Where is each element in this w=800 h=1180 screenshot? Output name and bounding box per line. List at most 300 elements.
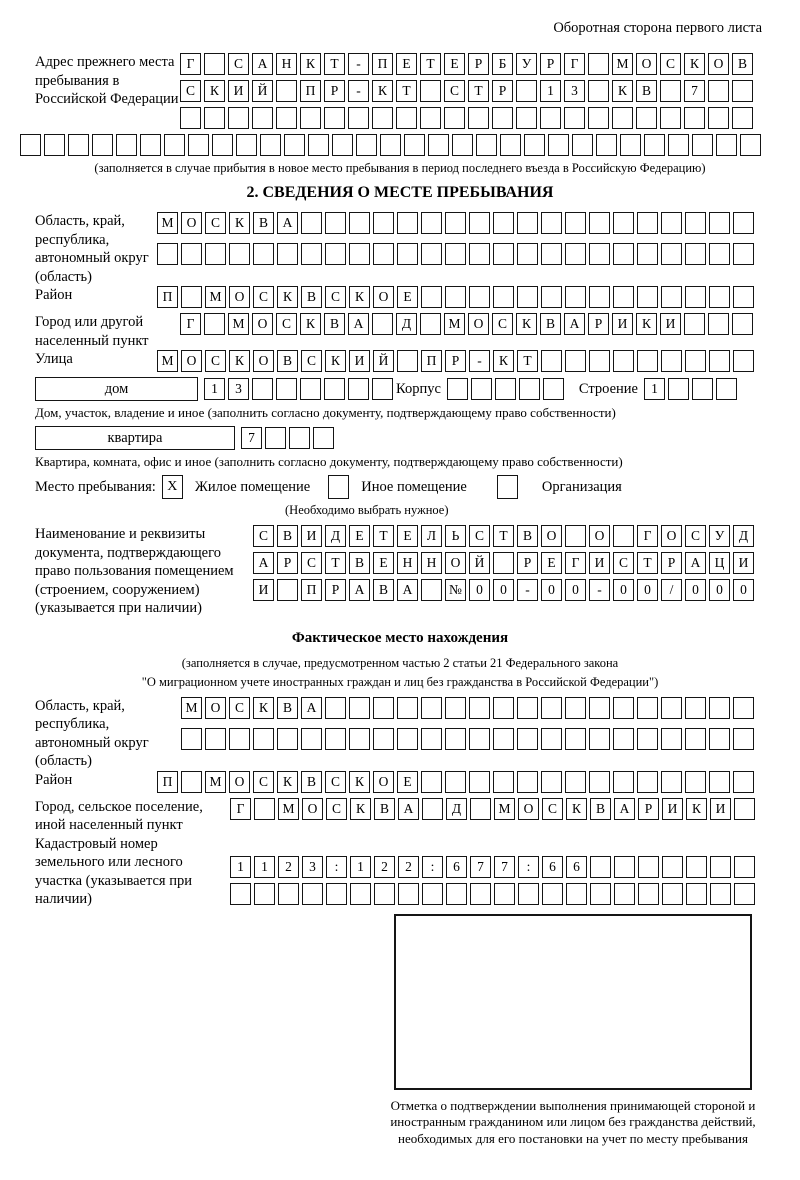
char-cell[interactable] bbox=[637, 212, 658, 234]
char-cell[interactable]: К bbox=[684, 53, 705, 75]
char-cell[interactable] bbox=[470, 798, 491, 820]
char-cell[interactable]: Е bbox=[373, 552, 394, 574]
char-cell[interactable] bbox=[469, 697, 490, 719]
char-cell[interactable]: С bbox=[542, 798, 563, 820]
char-cell[interactable]: Р bbox=[588, 313, 609, 335]
char-cell[interactable]: 6 bbox=[566, 856, 587, 878]
char-cell[interactable]: С bbox=[205, 212, 226, 234]
char-cell[interactable]: И bbox=[253, 579, 274, 601]
char-cell[interactable]: С bbox=[326, 798, 347, 820]
char-cell[interactable]: Т bbox=[325, 552, 346, 574]
char-cell[interactable] bbox=[421, 728, 442, 750]
char-cell[interactable]: О bbox=[302, 798, 323, 820]
char-cell[interactable] bbox=[708, 107, 729, 129]
char-cell[interactable]: 7 bbox=[494, 856, 515, 878]
char-cell[interactable] bbox=[732, 107, 753, 129]
char-cell[interactable] bbox=[445, 728, 466, 750]
char-cell[interactable]: А bbox=[253, 552, 274, 574]
char-cell[interactable] bbox=[254, 798, 275, 820]
char-cell[interactable] bbox=[709, 212, 730, 234]
char-cell[interactable] bbox=[421, 579, 442, 601]
char-cell[interactable] bbox=[469, 212, 490, 234]
char-cell[interactable] bbox=[445, 243, 466, 265]
char-cell[interactable]: Д bbox=[446, 798, 467, 820]
char-cell[interactable] bbox=[685, 212, 706, 234]
char-cell[interactable]: К bbox=[300, 53, 321, 75]
char-cell[interactable] bbox=[276, 80, 297, 102]
char-cell[interactable] bbox=[349, 243, 370, 265]
char-cell[interactable]: К bbox=[253, 697, 274, 719]
char-cell[interactable]: Т bbox=[637, 552, 658, 574]
char-cell[interactable] bbox=[373, 697, 394, 719]
char-cell[interactable] bbox=[517, 697, 538, 719]
char-cell[interactable]: : bbox=[518, 856, 539, 878]
char-cell[interactable] bbox=[349, 212, 370, 234]
char-cell[interactable] bbox=[613, 728, 634, 750]
char-cell[interactable]: 0 bbox=[469, 579, 490, 601]
char-cell[interactable] bbox=[644, 134, 665, 156]
char-cell[interactable] bbox=[708, 313, 729, 335]
char-cell[interactable]: С bbox=[253, 771, 274, 793]
char-cell[interactable] bbox=[589, 728, 610, 750]
char-cell[interactable]: И bbox=[301, 525, 322, 547]
char-cell[interactable]: Ц bbox=[709, 552, 730, 574]
char-cell[interactable]: Т bbox=[373, 525, 394, 547]
char-cell[interactable]: В bbox=[636, 80, 657, 102]
char-cell[interactable] bbox=[254, 883, 275, 905]
char-cell[interactable] bbox=[373, 243, 394, 265]
char-cell[interactable] bbox=[229, 243, 250, 265]
char-cell[interactable] bbox=[444, 107, 465, 129]
char-cell[interactable]: К bbox=[204, 80, 225, 102]
char-cell[interactable] bbox=[204, 53, 225, 75]
char-cell[interactable] bbox=[572, 134, 593, 156]
char-cell[interactable]: К bbox=[229, 212, 250, 234]
char-cell[interactable] bbox=[422, 883, 443, 905]
char-cell[interactable] bbox=[373, 212, 394, 234]
char-cell[interactable]: У bbox=[709, 525, 730, 547]
other-premises-checkbox[interactable] bbox=[328, 475, 349, 499]
char-cell[interactable] bbox=[493, 212, 514, 234]
char-cell[interactable]: К bbox=[277, 771, 298, 793]
char-cell[interactable] bbox=[565, 350, 586, 372]
char-cell[interactable] bbox=[372, 107, 393, 129]
char-cell[interactable]: С bbox=[469, 525, 490, 547]
char-cell[interactable]: О bbox=[253, 350, 274, 372]
char-cell[interactable] bbox=[157, 243, 178, 265]
char-cell[interactable] bbox=[589, 697, 610, 719]
char-cell[interactable] bbox=[253, 243, 274, 265]
char-cell[interactable]: Р bbox=[661, 552, 682, 574]
char-cell[interactable]: 3 bbox=[302, 856, 323, 878]
char-cell[interactable]: А bbox=[349, 579, 370, 601]
char-cell[interactable] bbox=[734, 856, 755, 878]
char-cell[interactable] bbox=[708, 80, 729, 102]
char-cell[interactable]: 0 bbox=[565, 579, 586, 601]
char-cell[interactable]: М bbox=[157, 212, 178, 234]
char-cell[interactable] bbox=[613, 697, 634, 719]
char-cell[interactable] bbox=[686, 883, 707, 905]
char-cell[interactable] bbox=[733, 212, 754, 234]
char-cell[interactable]: О bbox=[708, 53, 729, 75]
char-cell[interactable] bbox=[740, 134, 761, 156]
char-cell[interactable]: П bbox=[157, 771, 178, 793]
char-cell[interactable]: - bbox=[348, 53, 369, 75]
char-cell[interactable] bbox=[447, 378, 468, 400]
char-cell[interactable] bbox=[44, 134, 65, 156]
char-cell[interactable]: Г bbox=[564, 53, 585, 75]
char-cell[interactable]: 1 bbox=[540, 80, 561, 102]
char-cell[interactable] bbox=[469, 286, 490, 308]
char-cell[interactable] bbox=[709, 771, 730, 793]
char-cell[interactable] bbox=[542, 883, 563, 905]
char-cell[interactable] bbox=[493, 552, 514, 574]
char-cell[interactable]: А bbox=[277, 212, 298, 234]
char-cell[interactable]: В bbox=[301, 771, 322, 793]
char-cell[interactable]: 7 bbox=[241, 427, 262, 449]
char-cell[interactable]: К bbox=[612, 80, 633, 102]
char-cell[interactable] bbox=[332, 134, 353, 156]
char-cell[interactable]: А bbox=[564, 313, 585, 335]
char-cell[interactable] bbox=[661, 697, 682, 719]
char-cell[interactable] bbox=[397, 728, 418, 750]
char-cell[interactable]: О bbox=[589, 525, 610, 547]
char-cell[interactable] bbox=[589, 212, 610, 234]
char-cell[interactable]: Р bbox=[324, 80, 345, 102]
char-cell[interactable]: И bbox=[733, 552, 754, 574]
char-cell[interactable]: И bbox=[710, 798, 731, 820]
char-cell[interactable] bbox=[541, 243, 562, 265]
char-cell[interactable]: Л bbox=[421, 525, 442, 547]
char-cell[interactable]: О bbox=[518, 798, 539, 820]
char-cell[interactable] bbox=[565, 771, 586, 793]
char-cell[interactable] bbox=[613, 286, 634, 308]
char-cell[interactable] bbox=[668, 378, 689, 400]
char-cell[interactable] bbox=[181, 771, 202, 793]
char-cell[interactable] bbox=[277, 579, 298, 601]
char-cell[interactable] bbox=[565, 243, 586, 265]
char-cell[interactable] bbox=[276, 107, 297, 129]
char-cell[interactable]: В bbox=[374, 798, 395, 820]
char-cell[interactable] bbox=[420, 313, 441, 335]
char-cell[interactable]: О bbox=[205, 697, 226, 719]
char-cell[interactable]: С bbox=[180, 80, 201, 102]
char-cell[interactable] bbox=[397, 243, 418, 265]
char-cell[interactable]: К bbox=[229, 350, 250, 372]
char-cell[interactable]: К bbox=[349, 286, 370, 308]
char-cell[interactable] bbox=[470, 883, 491, 905]
char-cell[interactable] bbox=[289, 427, 310, 449]
char-cell[interactable] bbox=[92, 134, 113, 156]
char-cell[interactable]: Т bbox=[324, 53, 345, 75]
char-cell[interactable] bbox=[420, 80, 441, 102]
char-cell[interactable]: К bbox=[516, 313, 537, 335]
char-cell[interactable] bbox=[469, 771, 490, 793]
char-cell[interactable]: О bbox=[541, 525, 562, 547]
char-cell[interactable]: П bbox=[301, 579, 322, 601]
char-cell[interactable] bbox=[734, 798, 755, 820]
char-cell[interactable] bbox=[620, 134, 641, 156]
char-cell[interactable] bbox=[709, 350, 730, 372]
char-cell[interactable] bbox=[637, 728, 658, 750]
char-cell[interactable] bbox=[685, 697, 706, 719]
char-cell[interactable]: А bbox=[614, 798, 635, 820]
char-cell[interactable]: А bbox=[348, 313, 369, 335]
char-cell[interactable] bbox=[637, 771, 658, 793]
char-cell[interactable]: : bbox=[422, 856, 443, 878]
char-cell[interactable] bbox=[421, 243, 442, 265]
char-cell[interactable]: С bbox=[276, 313, 297, 335]
char-cell[interactable]: № bbox=[445, 579, 466, 601]
char-cell[interactable]: Г bbox=[230, 798, 251, 820]
char-cell[interactable] bbox=[684, 107, 705, 129]
char-cell[interactable] bbox=[613, 350, 634, 372]
char-cell[interactable] bbox=[180, 107, 201, 129]
char-cell[interactable] bbox=[612, 107, 633, 129]
char-cell[interactable] bbox=[356, 134, 377, 156]
char-cell[interactable]: Н bbox=[276, 53, 297, 75]
char-cell[interactable] bbox=[685, 728, 706, 750]
char-cell[interactable]: С bbox=[613, 552, 634, 574]
char-cell[interactable]: П bbox=[421, 350, 442, 372]
char-cell[interactable] bbox=[637, 286, 658, 308]
char-cell[interactable]: 3 bbox=[228, 378, 249, 400]
char-cell[interactable] bbox=[733, 697, 754, 719]
char-cell[interactable] bbox=[733, 243, 754, 265]
char-cell[interactable] bbox=[326, 883, 347, 905]
char-cell[interactable]: 0 bbox=[541, 579, 562, 601]
char-cell[interactable] bbox=[524, 134, 545, 156]
char-cell[interactable]: К bbox=[349, 771, 370, 793]
char-cell[interactable]: У bbox=[516, 53, 537, 75]
char-cell[interactable]: Н bbox=[421, 552, 442, 574]
char-cell[interactable] bbox=[452, 134, 473, 156]
char-cell[interactable] bbox=[324, 378, 345, 400]
char-cell[interactable] bbox=[732, 313, 753, 335]
char-cell[interactable] bbox=[684, 313, 705, 335]
char-cell[interactable] bbox=[421, 697, 442, 719]
char-cell[interactable]: 2 bbox=[374, 856, 395, 878]
char-cell[interactable]: С bbox=[301, 552, 322, 574]
char-cell[interactable] bbox=[565, 697, 586, 719]
char-cell[interactable] bbox=[709, 286, 730, 308]
char-cell[interactable]: 3 bbox=[564, 80, 585, 102]
char-cell[interactable]: Н bbox=[397, 552, 418, 574]
char-cell[interactable] bbox=[230, 883, 251, 905]
char-cell[interactable]: Р bbox=[517, 552, 538, 574]
char-cell[interactable] bbox=[396, 107, 417, 129]
char-cell[interactable] bbox=[428, 134, 449, 156]
char-cell[interactable]: И bbox=[228, 80, 249, 102]
char-cell[interactable] bbox=[181, 286, 202, 308]
char-cell[interactable] bbox=[301, 728, 322, 750]
char-cell[interactable] bbox=[205, 243, 226, 265]
char-cell[interactable]: В bbox=[277, 697, 298, 719]
char-cell[interactable] bbox=[589, 350, 610, 372]
char-cell[interactable]: Т bbox=[420, 53, 441, 75]
char-cell[interactable]: В bbox=[277, 350, 298, 372]
char-cell[interactable]: А bbox=[398, 798, 419, 820]
char-cell[interactable] bbox=[300, 378, 321, 400]
char-cell[interactable] bbox=[212, 134, 233, 156]
char-cell[interactable]: 0 bbox=[637, 579, 658, 601]
char-cell[interactable]: Е bbox=[397, 525, 418, 547]
char-cell[interactable] bbox=[308, 134, 329, 156]
char-cell[interactable]: И bbox=[349, 350, 370, 372]
char-cell[interactable]: О bbox=[229, 771, 250, 793]
char-cell[interactable]: М bbox=[612, 53, 633, 75]
char-cell[interactable]: 1 bbox=[204, 378, 225, 400]
char-cell[interactable] bbox=[661, 212, 682, 234]
char-cell[interactable] bbox=[614, 856, 635, 878]
char-cell[interactable] bbox=[686, 856, 707, 878]
char-cell[interactable]: - bbox=[469, 350, 490, 372]
char-cell[interactable] bbox=[733, 771, 754, 793]
char-cell[interactable]: Е bbox=[397, 771, 418, 793]
char-cell[interactable] bbox=[590, 856, 611, 878]
char-cell[interactable] bbox=[588, 80, 609, 102]
char-cell[interactable] bbox=[596, 134, 617, 156]
char-cell[interactable] bbox=[445, 697, 466, 719]
char-cell[interactable] bbox=[188, 134, 209, 156]
char-cell[interactable]: С bbox=[228, 53, 249, 75]
char-cell[interactable]: 2 bbox=[398, 856, 419, 878]
char-cell[interactable] bbox=[421, 286, 442, 308]
char-cell[interactable]: П bbox=[157, 286, 178, 308]
char-cell[interactable] bbox=[372, 313, 393, 335]
char-cell[interactable] bbox=[638, 856, 659, 878]
char-cell[interactable]: Т bbox=[493, 525, 514, 547]
char-cell[interactable] bbox=[236, 134, 257, 156]
char-cell[interactable] bbox=[732, 80, 753, 102]
char-cell[interactable] bbox=[278, 883, 299, 905]
char-cell[interactable]: А bbox=[252, 53, 273, 75]
char-cell[interactable] bbox=[445, 771, 466, 793]
char-cell[interactable]: К bbox=[350, 798, 371, 820]
char-cell[interactable] bbox=[517, 243, 538, 265]
char-cell[interactable]: В bbox=[590, 798, 611, 820]
char-cell[interactable]: М bbox=[228, 313, 249, 335]
char-cell[interactable] bbox=[668, 134, 689, 156]
char-cell[interactable] bbox=[284, 134, 305, 156]
char-cell[interactable] bbox=[588, 107, 609, 129]
char-cell[interactable] bbox=[517, 286, 538, 308]
char-cell[interactable] bbox=[548, 134, 569, 156]
char-cell[interactable] bbox=[421, 771, 442, 793]
char-cell[interactable]: 6 bbox=[542, 856, 563, 878]
char-cell[interactable]: Е bbox=[396, 53, 417, 75]
char-cell[interactable] bbox=[614, 883, 635, 905]
char-cell[interactable] bbox=[540, 107, 561, 129]
char-cell[interactable]: Г bbox=[180, 53, 201, 75]
char-cell[interactable]: С bbox=[301, 350, 322, 372]
char-cell[interactable]: К bbox=[686, 798, 707, 820]
char-cell[interactable] bbox=[398, 883, 419, 905]
char-cell[interactable] bbox=[493, 697, 514, 719]
char-cell[interactable] bbox=[588, 53, 609, 75]
char-cell[interactable]: М bbox=[205, 286, 226, 308]
char-cell[interactable] bbox=[518, 883, 539, 905]
char-cell[interactable] bbox=[661, 286, 682, 308]
char-cell[interactable] bbox=[116, 134, 137, 156]
char-cell[interactable]: Т bbox=[468, 80, 489, 102]
char-cell[interactable] bbox=[589, 286, 610, 308]
char-cell[interactable]: 7 bbox=[470, 856, 491, 878]
char-cell[interactable] bbox=[692, 378, 713, 400]
char-cell[interactable]: О bbox=[661, 525, 682, 547]
char-cell[interactable] bbox=[313, 427, 334, 449]
char-cell[interactable] bbox=[661, 728, 682, 750]
char-cell[interactable]: А bbox=[397, 579, 418, 601]
char-cell[interactable]: В bbox=[732, 53, 753, 75]
char-cell[interactable]: 1 bbox=[350, 856, 371, 878]
char-cell[interactable]: 0 bbox=[613, 579, 634, 601]
char-cell[interactable]: 1 bbox=[230, 856, 251, 878]
char-cell[interactable] bbox=[228, 107, 249, 129]
char-cell[interactable] bbox=[709, 697, 730, 719]
char-cell[interactable] bbox=[662, 883, 683, 905]
char-cell[interactable] bbox=[516, 80, 537, 102]
char-cell[interactable]: А bbox=[301, 697, 322, 719]
char-cell[interactable] bbox=[636, 107, 657, 129]
char-cell[interactable]: К bbox=[325, 350, 346, 372]
char-cell[interactable]: К bbox=[372, 80, 393, 102]
char-cell[interactable]: О bbox=[373, 771, 394, 793]
char-cell[interactable]: М bbox=[205, 771, 226, 793]
char-cell[interactable]: Й bbox=[373, 350, 394, 372]
char-cell[interactable]: С bbox=[325, 771, 346, 793]
char-cell[interactable] bbox=[589, 243, 610, 265]
char-cell[interactable] bbox=[565, 212, 586, 234]
char-cell[interactable] bbox=[68, 134, 89, 156]
char-cell[interactable]: 6 bbox=[446, 856, 467, 878]
char-cell[interactable]: К bbox=[493, 350, 514, 372]
char-cell[interactable] bbox=[716, 134, 737, 156]
char-cell[interactable] bbox=[276, 378, 297, 400]
char-cell[interactable]: Д bbox=[733, 525, 754, 547]
char-cell[interactable] bbox=[541, 350, 562, 372]
char-cell[interactable]: Е bbox=[541, 552, 562, 574]
char-cell[interactable] bbox=[566, 883, 587, 905]
char-cell[interactable] bbox=[493, 771, 514, 793]
char-cell[interactable]: В bbox=[517, 525, 538, 547]
char-cell[interactable] bbox=[613, 525, 634, 547]
char-cell[interactable]: Р bbox=[445, 350, 466, 372]
char-cell[interactable]: Е bbox=[397, 286, 418, 308]
char-cell[interactable]: О bbox=[373, 286, 394, 308]
char-cell[interactable] bbox=[660, 80, 681, 102]
char-cell[interactable]: Р bbox=[638, 798, 659, 820]
char-cell[interactable]: С bbox=[444, 80, 465, 102]
char-cell[interactable]: В bbox=[277, 525, 298, 547]
char-cell[interactable] bbox=[252, 107, 273, 129]
char-cell[interactable]: : bbox=[326, 856, 347, 878]
char-cell[interactable] bbox=[350, 883, 371, 905]
char-cell[interactable]: В bbox=[349, 552, 370, 574]
char-cell[interactable]: - bbox=[348, 80, 369, 102]
char-cell[interactable]: О bbox=[636, 53, 657, 75]
char-cell[interactable] bbox=[685, 286, 706, 308]
char-cell[interactable]: Ь bbox=[445, 525, 466, 547]
char-cell[interactable] bbox=[692, 134, 713, 156]
char-cell[interactable]: 1 bbox=[254, 856, 275, 878]
char-cell[interactable]: К bbox=[636, 313, 657, 335]
char-cell[interactable] bbox=[734, 883, 755, 905]
char-cell[interactable] bbox=[710, 883, 731, 905]
char-cell[interactable] bbox=[374, 883, 395, 905]
char-cell[interactable]: И bbox=[612, 313, 633, 335]
char-cell[interactable]: 0 bbox=[493, 579, 514, 601]
